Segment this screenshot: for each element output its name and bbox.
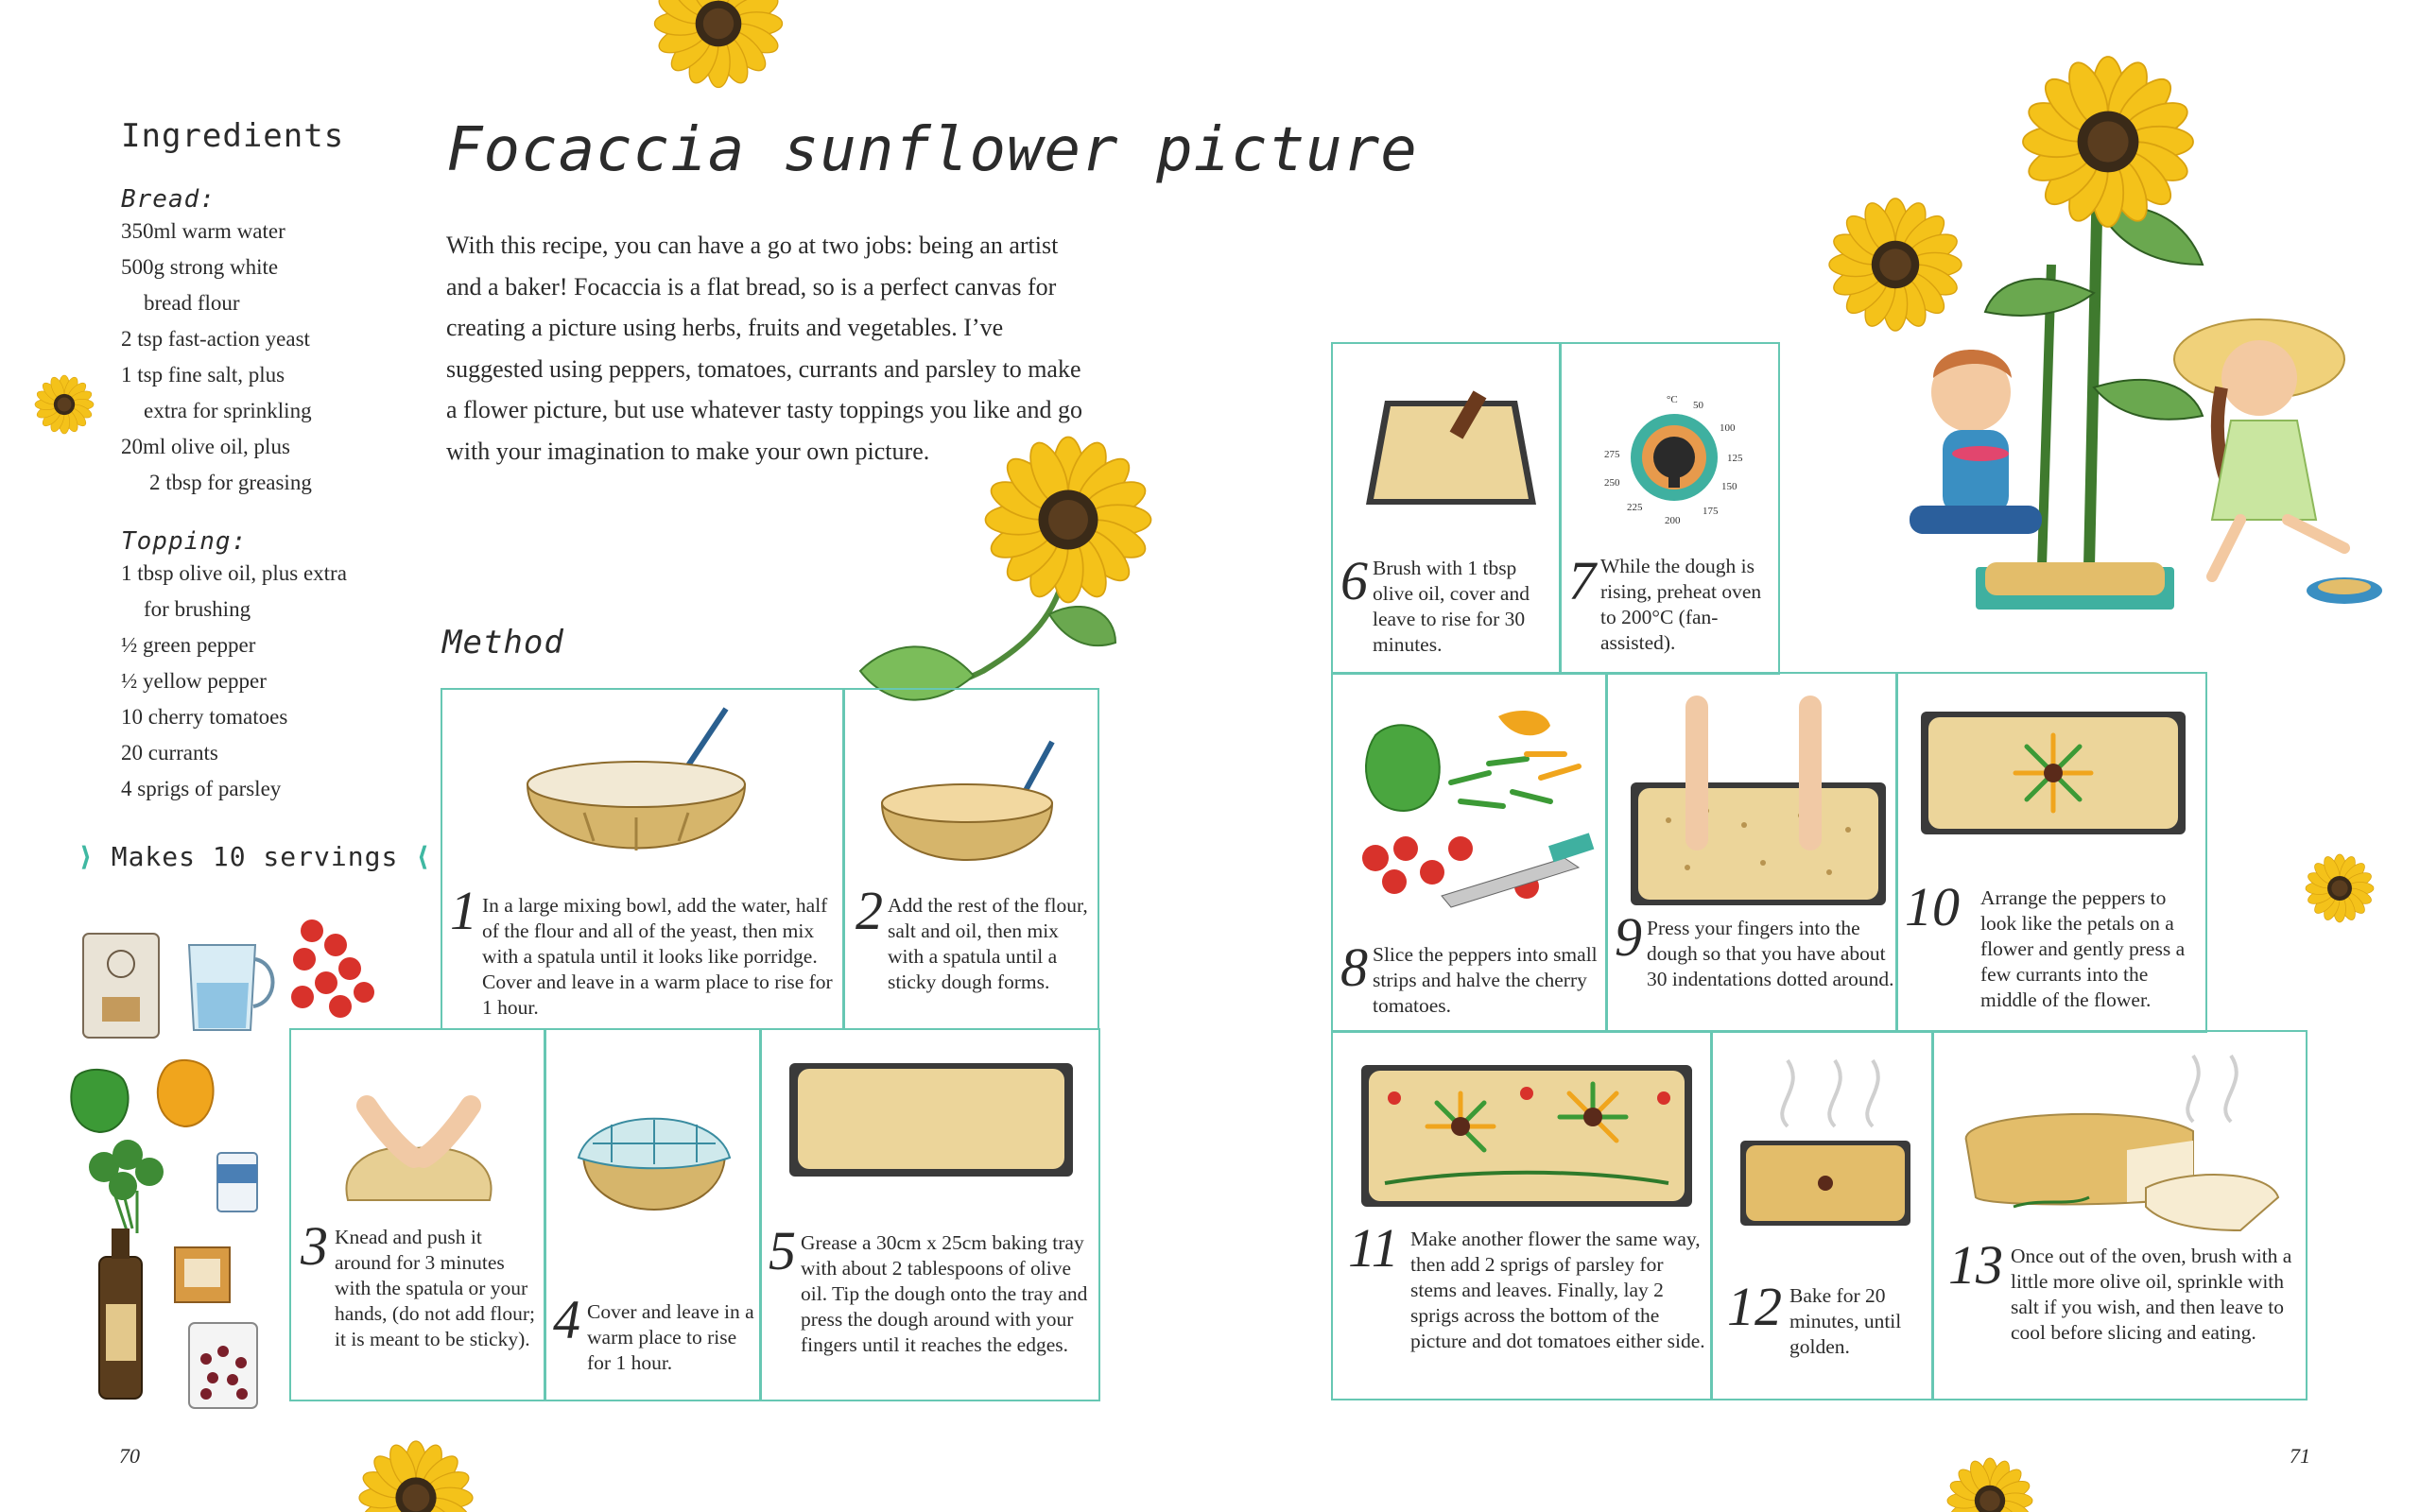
ingredient-line: 500g strong white [121,255,279,279]
dial-label: 50 [1693,400,1703,411]
peppers-tomatoes-illustration [1347,697,1602,915]
step-number: 10 [1905,876,1960,937]
ingredient-line: 2 tbsp for greasing [149,471,312,494]
kneading-illustration [320,1068,518,1219]
mixing-bowl-illustration [863,737,1080,898]
sunflower-bottom-left-icon [364,1446,468,1512]
step-text: Knead and push it around for 3 minutes with the spatula or your hands, (do not add flour; it is meant to be sticky). [335,1226,535,1350]
ingredient-line: ½ yellow pepper [121,669,267,693]
ingredient-line: bread flour [144,291,240,315]
pepper-flower-tray-illustration [1916,707,2190,839]
children-sunflowers-illustration [1853,76,2420,624]
dial-label: 200 [1665,515,1681,526]
dial-label: 150 [1721,481,1737,492]
sliced-focaccia-illustration [1957,1056,2297,1245]
step-text: Arrange the peppers to look like the petals on a flower and gently press a few currants into the middle of the flower. [1980,886,2186,1011]
step-card-10 [1895,672,2207,1033]
ingredient-line: 10 cherry tomatoes [121,705,288,729]
dial-label: 175 [1703,506,1719,517]
step-card-2 [842,688,1099,1030]
press-dough-illustration [1621,697,1895,915]
mixing-bowl-illustration [509,709,773,898]
step-number: 13 [1948,1234,2003,1296]
step-text: In a large mixing bowl, add the water, half of the flour and all of the yeast, then mix with a spatula until it looks like porridge. Cover and leave in a warm place to rise for 1 hour. [482,894,833,1019]
sunflower-right-edge-icon [2307,855,2373,921]
ingredients-heading: Ingredients [121,117,345,155]
method-heading: Method [442,624,564,662]
sunflower-left-icon [36,376,93,433]
step-number: 11 [1348,1217,1399,1279]
step-card-7 [1559,342,1780,675]
step-text: Once out of the oven, brush with a little more olive oil, sprinkle with salt if you wish, and then leave to cool before slicing and eating. [2011,1245,2292,1344]
dial-label: °C [1667,394,1678,405]
ingredients-list [121,185,347,807]
step-number: 1 [450,880,477,941]
bread-heading: Bread: [121,185,216,214]
page-number-right: 71 [2290,1444,2310,1468]
sunflower-stem-illustration [832,454,1153,728]
dial-label: 250 [1604,477,1620,489]
topping-heading: Topping: [121,527,248,556]
step-number: 9 [1615,906,1642,968]
step-text: Brush with 1 tbsp olive oil, cover and leave to rise for 30 minutes. [1373,557,1530,656]
servings-text: Makes 10 servings [111,841,399,872]
step-number: 4 [553,1289,580,1350]
step-card-9 [1605,672,1898,1033]
ingredient-line: 2 tsp fast-action yeast [121,327,310,351]
ingredient-line: for brushing [144,597,251,621]
ingredient-line: ½ green pepper [121,633,256,657]
step-text: While the dough is rising, preheat oven to 200°C (fan-assisted). [1600,555,1762,654]
dial-label: 225 [1627,502,1643,513]
step-card-5 [759,1028,1100,1401]
step-number: 7 [1568,550,1596,611]
decor-left-icon: ⟩ [78,841,112,872]
step-text: Add the rest of the flour, salt and oil, then mix with a spatula until a sticky dough forms. [888,894,1088,993]
oven-dial-icon [1599,382,1750,533]
servings-label [78,841,432,872]
decor-right-icon: ⟨ [398,841,433,872]
step-number: 6 [1340,550,1368,611]
two-flowers-tray-illustration [1357,1060,1697,1211]
intro-paragraph: With this recipe, you can have a go at two jobs: being an artist and a baker! Focaccia is a flat bread, so is a perfect canvas for creating a picture using herbs, fruits and vegetables. I’ve suggested using peppers, tomatoes, currants and parsley to make a flower picture, but use whatever tasty toppings you like and go with your imagination to make your own picture. [446,232,1082,465]
brush-tray-illustration [1347,363,1555,533]
ingredient-line: 1 tsp fine salt, plus [121,363,285,387]
baked-tray-illustration [1731,1051,1920,1230]
step-text: Slice the peppers into small strips and halve the cherry tomatoes. [1373,943,1598,1017]
ingredient-line: 4 sprigs of parsley [121,777,282,800]
ingredient-line: extra for sprinkling [144,399,312,422]
step-number: 3 [301,1215,328,1277]
sunflower-bottom-right-icon [1947,1455,2032,1512]
dial-label: 275 [1604,449,1620,460]
ingredient-line: 350ml warm water [121,219,285,243]
covered-bowl-illustration [574,1106,735,1238]
page-title: Focaccia sunflower picture [446,115,1418,185]
step-card-8 [1331,672,1608,1033]
step-text: Bake for 20 minutes, until golden. [1789,1284,1902,1358]
step-number: 8 [1340,936,1368,998]
step-text: Press your fingers into the dough so that you have about 30 indentations dotted around. [1647,917,1894,990]
baking-tray-illustration [785,1054,1078,1186]
step-card-12 [1710,1030,1934,1400]
step-card-3 [289,1028,546,1401]
step-text: Cover and leave in a warm place to rise for 1 hour. [587,1300,754,1374]
step-card-11 [1331,1030,1713,1400]
step-number: 12 [1727,1276,1782,1337]
step-text: Make another flower the same way, then add 2 sprigs of parsley for stems and leaves. Finally, lay 2 sprigs across the bottom of the picture and dot tomatoes either side. [1410,1228,1705,1352]
ingredient-line: 1 tbsp olive oil, plus extra [121,561,347,585]
dial-label: 100 [1720,422,1736,434]
step-card-1 [441,688,845,1030]
sunflower-top-icon [662,0,775,94]
step-number: 2 [856,880,883,941]
ingredient-line: 20 currants [121,741,218,765]
step-card-4 [544,1028,762,1401]
step-card-13 [1931,1030,2308,1400]
step-text: Grease a 30cm x 25cm baking tray with about 2 tablespoons of olive oil. Tip the dough onto the tray and press the dough around with your fingers until it reaches the edges. [801,1231,1088,1356]
step-number: 5 [769,1220,796,1281]
page-number-left: 70 [119,1444,140,1468]
ingredient-line: 20ml olive oil, plus [121,435,290,458]
dial-label: 125 [1727,453,1743,464]
step-card-6 [1331,342,1562,675]
